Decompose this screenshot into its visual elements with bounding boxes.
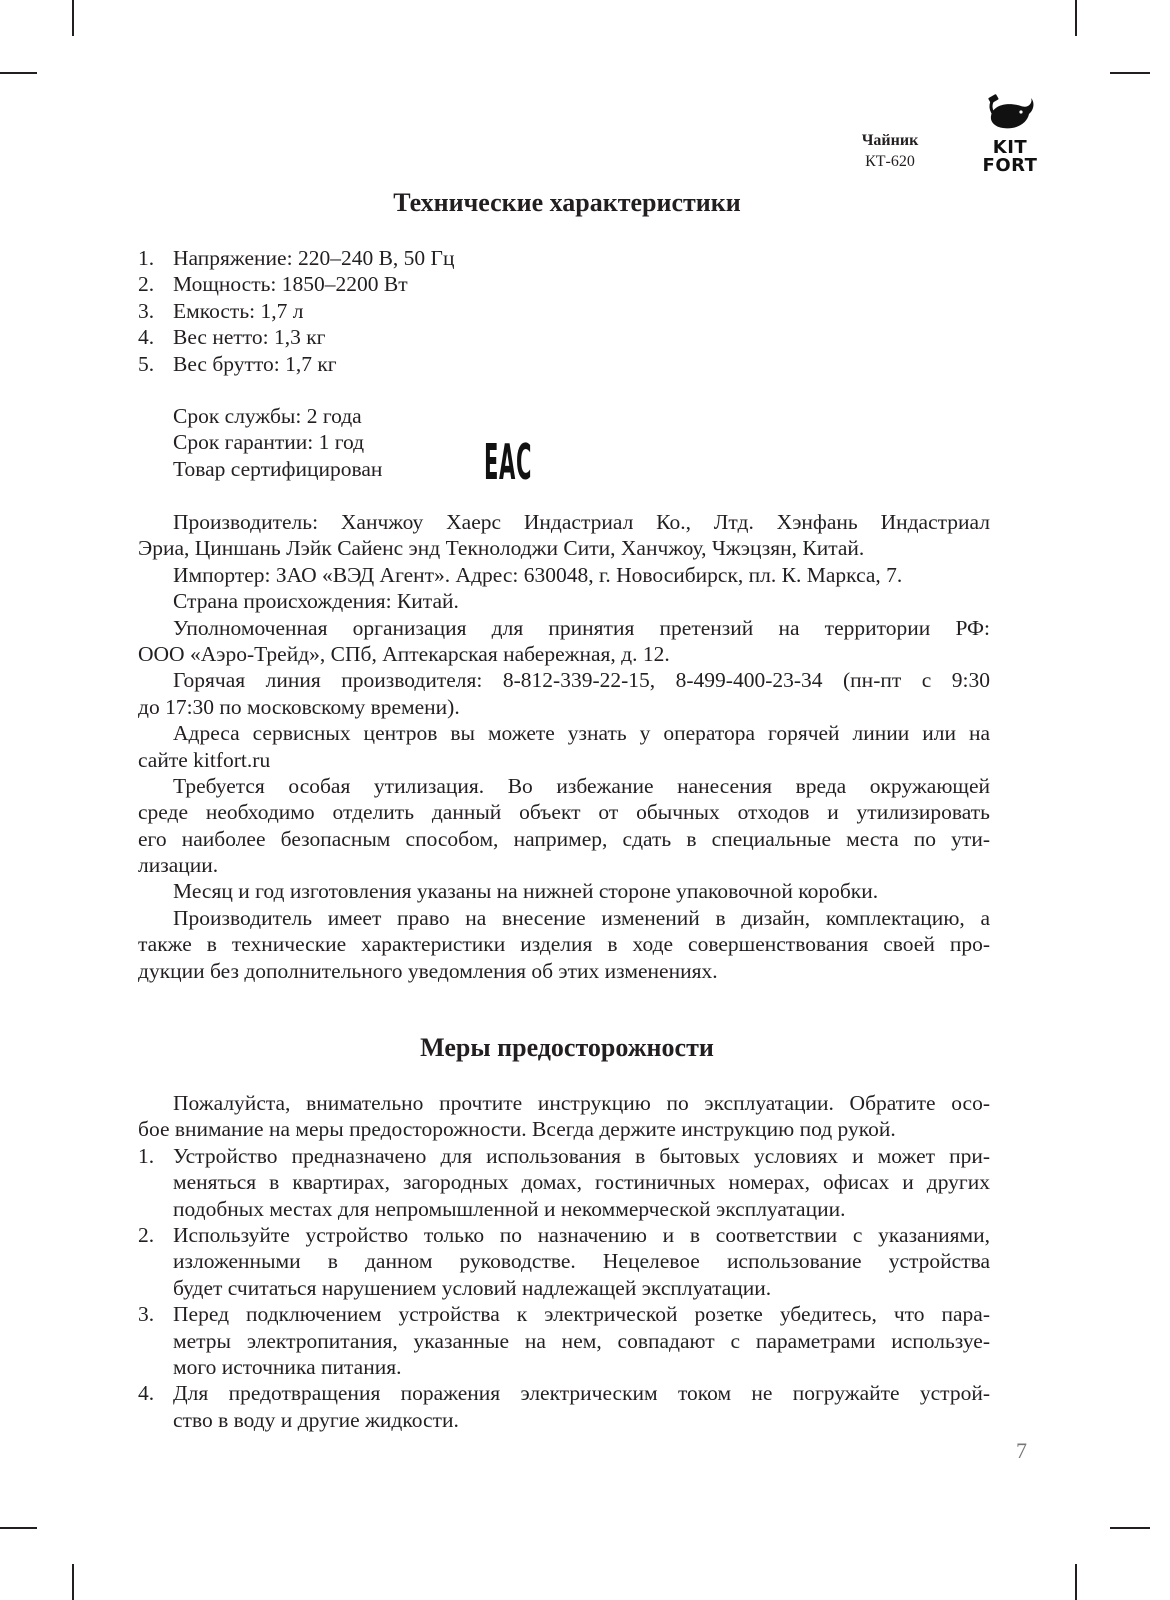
certified: Товар сертифицирован — [173, 456, 383, 481]
text-line: Уполномоченная организация для принятия претензий на территории РФ: — [173, 615, 990, 640]
paragraph-line — [138, 905, 990, 931]
spec-item — [138, 351, 990, 377]
precaution-item-line — [138, 1143, 990, 1169]
crop-mark — [1110, 72, 1150, 74]
text-line: ООО «Аэро-Трейд», СПб, Аптекарская набережная, д. 12. — [138, 641, 670, 666]
kitfort-logo — [975, 94, 1045, 175]
text-line: Производитель имеет право на внесение изменений в дизайн, комплектацию, а — [173, 905, 990, 930]
spec-item — [138, 324, 990, 350]
whale-plug-icon — [985, 94, 1035, 134]
spec-item — [138, 298, 990, 324]
text-line: Производитель: Ханчжоу Хаерс Индастриал Ко., Лтд. Хэнфань Индастриал — [173, 510, 990, 534]
text-line: также в технические характеристики изделия в ходе совершенствования своей про- — [138, 932, 990, 957]
paragraph-line — [138, 694, 990, 720]
list-number: 3. — [138, 298, 155, 323]
paragraph-line — [138, 852, 990, 878]
brand-line-2: FORT — [982, 155, 1038, 176]
text-line: Вес нетто: 1,3 кг — [173, 325, 326, 350]
paragraph-line — [138, 878, 990, 904]
product-model: КТ-620 — [865, 153, 915, 170]
precaution-item-line — [138, 1380, 990, 1406]
crop-mark — [1075, 1564, 1077, 1600]
list-number: 2. — [138, 272, 155, 297]
list-number: 4. — [138, 325, 155, 350]
text-line: дукции без дополнительного уведомления об этих изменениях. — [138, 958, 718, 983]
crop-mark — [1075, 0, 1077, 36]
precaution-item-line — [138, 1354, 990, 1380]
text-line: ство в воду и другие жидкости. — [173, 1407, 459, 1432]
text-line: Емкость: 1,7 л — [173, 298, 304, 323]
text-line: Адреса сервисных центров вы можете узнать у оператора горячей линии или на — [173, 721, 990, 746]
paragraph-line — [138, 799, 990, 825]
precautions-list — [138, 1090, 990, 1433]
text-line: Месяц и год изготовления указаны на нижней стороне упаковочной коробки. — [173, 879, 879, 904]
spec-item — [138, 271, 990, 297]
text-line: Требуется особая утилизация. Во избежание нанесения вреда окружающей — [173, 773, 990, 798]
list-number: 1. — [138, 1143, 155, 1168]
paragraph-line — [138, 931, 990, 957]
list-number: 2. — [138, 1222, 155, 1247]
text-line: среде необходимо отделить данный объект от обычных отходов и утилизировать — [138, 800, 990, 825]
text-line: подобных местах для непромышленной и некоммерческой эксплуатации. — [173, 1196, 846, 1221]
list-number: 4. — [138, 1381, 155, 1406]
text-line: Мощность: 1850–2200 Вт — [173, 272, 408, 297]
page-number: 7 — [1016, 1438, 1027, 1463]
precaution-item-line — [138, 1301, 990, 1327]
precautions-title: Меры предосторожности — [420, 1033, 714, 1062]
crop-mark — [72, 1564, 74, 1600]
paragraph-line — [138, 641, 990, 667]
precaution-item-line — [138, 1407, 990, 1433]
text-line: Устройство предназначено для использования в бытовых условиях и может при- — [173, 1143, 990, 1168]
paragraph-line — [138, 747, 990, 773]
eac-certification-mark: EAC — [484, 433, 533, 492]
precaution-item-line — [138, 1222, 990, 1248]
intro-line — [138, 1116, 990, 1142]
text-line: Горячая линия производителя: 8-812-339-22-15, 8-499-400-23-34 (пн-пт с 9:30 — [173, 668, 990, 693]
specs-list — [138, 245, 990, 377]
text-line: Напряжение: 220–240 В, 50 Гц — [173, 246, 455, 270]
spec-item — [138, 245, 990, 271]
crop-mark — [0, 1527, 37, 1529]
text-line: Импортер: ЗАО «ВЭД Агент». Адрес: 630048, г. Новосибирск, пл. К. Маркса, 7. — [173, 562, 903, 587]
paragraph-line — [138, 667, 990, 693]
service-life: Срок службы: 2 года — [173, 404, 362, 428]
text-line: мого источника питания. — [173, 1354, 402, 1379]
paragraph-line — [138, 535, 990, 561]
crop-mark — [72, 0, 74, 36]
precaution-item-line — [138, 1328, 990, 1354]
text-line: меняться в квартирах, загородных домах, гостиничных номерах, офисах и других — [173, 1170, 990, 1195]
text-line: бое внимание на меры предосторожности. Всегда держите инструкцию под рукой. — [138, 1117, 896, 1142]
intro-line — [138, 1090, 990, 1116]
text-line: Для предотвращения поражения электрическим током не погружайте устрой- — [173, 1381, 990, 1406]
precaution-item-line — [138, 1196, 990, 1222]
text-line: его наиболее безопасным способом, например, сдать в специальные места по ути- — [138, 826, 990, 851]
list-number: 5. — [138, 351, 155, 376]
precaution-item-line — [138, 1275, 990, 1301]
crop-mark — [1110, 1527, 1150, 1529]
text-line: изложенными в данном руководстве. Нецелевое использование устройства — [173, 1249, 990, 1274]
text-line: Используйте устройство только по назначению и в соответствии с указаниями, — [173, 1222, 990, 1247]
text-line: Вес брутто: 1,7 кг — [173, 351, 337, 376]
text-line: будет считаться нарушением условий надлежащей эксплуатации. — [173, 1275, 772, 1300]
list-number: 1. — [138, 246, 155, 270]
paragraph-line — [138, 509, 990, 535]
text-line: метры электропитания, указанные на нем, совпадают с параметрами используе- — [173, 1328, 990, 1353]
manufacturer-info — [138, 509, 990, 984]
text-line: Эриа, Циншань Лэйк Сайенс энд Текнолоджи Сити, Ханчжоу, Чжэцзян, Китай. — [138, 536, 865, 561]
brand-line-1: KIT — [992, 137, 1028, 158]
specs-title: Технические характеристики — [393, 188, 741, 217]
paragraph-line — [138, 562, 990, 588]
list-number: 3. — [138, 1302, 155, 1327]
precaution-item-line — [138, 1248, 990, 1274]
text-line: Страна происхождения: Китай. — [173, 589, 459, 614]
paragraph-line — [138, 826, 990, 852]
paragraph-line — [138, 720, 990, 746]
text-line: Перед подключением устройства к электрической розетке убедитесь, что пара- — [173, 1302, 990, 1327]
paragraph-line — [138, 615, 990, 641]
crop-mark — [0, 72, 37, 74]
text-line: лизации. — [138, 853, 219, 878]
text-line: сайте kitfort.ru — [138, 747, 271, 772]
product-header — [840, 130, 940, 172]
paragraph-line — [138, 773, 990, 799]
precaution-item-line — [138, 1169, 990, 1195]
text-line: Пожалуйста, внимательно прочтите инструкцию по эксплуатации. Обратите осо- — [173, 1091, 990, 1115]
product-name: Чайник — [861, 132, 919, 149]
text-line: до 17:30 по московскому времени). — [138, 694, 460, 719]
paragraph-line — [138, 588, 990, 614]
warranty: Срок гарантии: 1 год — [173, 430, 365, 455]
service-info — [138, 403, 990, 482]
paragraph-line — [138, 958, 990, 984]
